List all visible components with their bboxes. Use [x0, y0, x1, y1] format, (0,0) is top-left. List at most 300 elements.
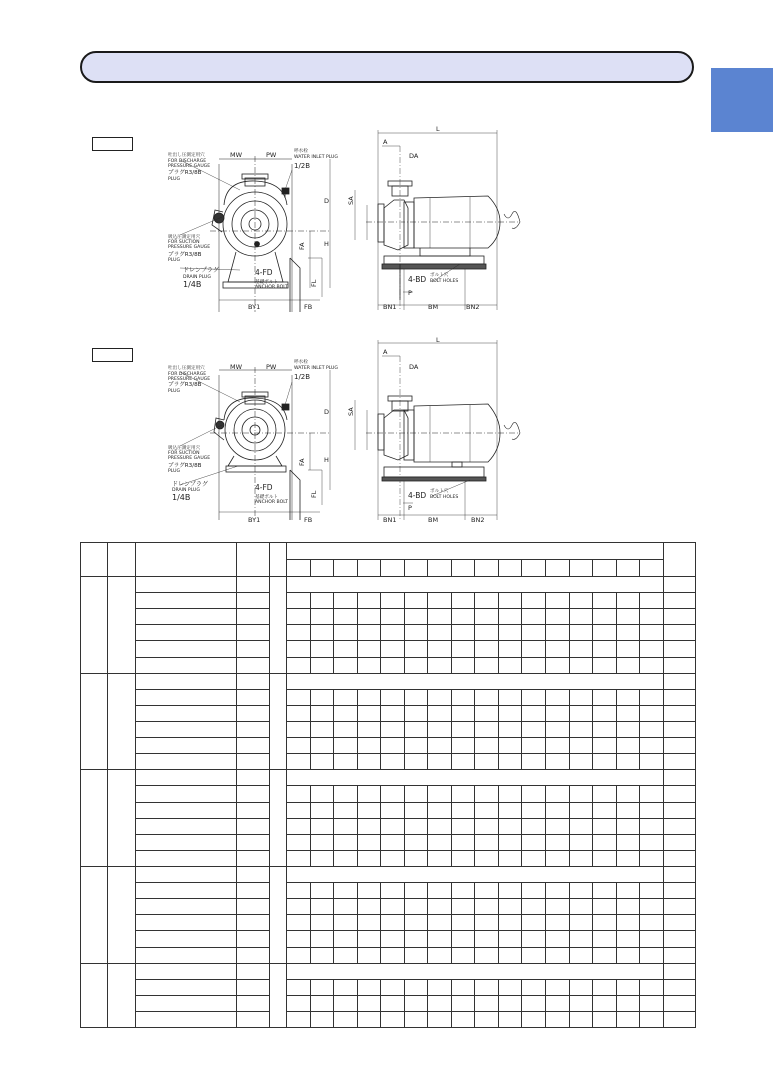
dim-cell — [287, 609, 311, 625]
f1-plug-top-jp: プラグR3/8B — [168, 170, 202, 176]
dim-cell — [498, 705, 522, 721]
table-row — [81, 770, 696, 786]
f2-dim-mw: MW — [230, 363, 243, 371]
dim-cell — [357, 1011, 381, 1027]
f1-drain-en: DRAIN PLUG — [183, 275, 211, 280]
table-row — [81, 834, 696, 850]
dim-cell — [593, 689, 617, 705]
dim-cell — [475, 593, 499, 609]
dim-cell — [428, 657, 452, 673]
dim-cell — [451, 593, 475, 609]
mass-cell — [663, 754, 695, 770]
model-cell — [136, 754, 237, 770]
dim-cell — [428, 689, 452, 705]
f1-discharge-gauge-en2: PRESSURE GAUGE — [168, 164, 211, 169]
cell-d — [237, 802, 270, 818]
f1-water-inlet-jp: 呼水栓 — [294, 149, 308, 154]
cell-d — [237, 899, 270, 915]
mass-cell — [663, 738, 695, 754]
header-col-d — [237, 543, 270, 577]
dim-cell — [498, 609, 522, 625]
dim-cell — [546, 609, 570, 625]
dim-cell — [310, 883, 334, 899]
f1-drain-size: 1/4B — [183, 280, 202, 289]
mass-cell — [663, 657, 695, 673]
table-row — [81, 625, 696, 641]
model-cell — [136, 995, 237, 1011]
dim-cell — [569, 883, 593, 899]
dim-cell — [357, 899, 381, 915]
dim-cell — [381, 979, 405, 995]
mass-cell — [663, 850, 695, 866]
f1-dim-pw: PW — [266, 151, 277, 159]
dim-cell — [616, 689, 640, 705]
f2-dim-pw: PW — [266, 363, 277, 371]
dim-cell — [287, 673, 664, 689]
dim-cell — [546, 786, 570, 802]
dim-cell — [357, 802, 381, 818]
dim-cell — [381, 818, 405, 834]
f1-dim-sa: SA — [347, 196, 355, 205]
dim-cell — [310, 593, 334, 609]
dim-cell — [428, 705, 452, 721]
dim-cell — [404, 931, 428, 947]
dim-cell — [522, 915, 546, 931]
model-cell — [136, 786, 237, 802]
dim-cell — [569, 625, 593, 641]
dim-cell — [334, 705, 358, 721]
dim-cell — [593, 641, 617, 657]
dim-cell — [334, 947, 358, 963]
dim-cell — [593, 625, 617, 641]
model-cell — [136, 689, 237, 705]
dim-cell — [546, 834, 570, 850]
dim-cell — [522, 786, 546, 802]
dim-cell — [569, 609, 593, 625]
f2-dim-h: H — [324, 456, 329, 464]
dim-cell — [334, 899, 358, 915]
model-cell — [136, 802, 237, 818]
table-row — [81, 593, 696, 609]
model-cell — [136, 834, 237, 850]
dim-cell — [404, 641, 428, 657]
dim-cell — [451, 657, 475, 673]
cell-d — [237, 689, 270, 705]
dim-cell — [546, 995, 570, 1011]
f2-dim-bn1: BN1 — [383, 516, 397, 524]
dim-cell — [451, 883, 475, 899]
dim-cell — [569, 834, 593, 850]
dim-cell — [475, 657, 499, 673]
dim-cell — [428, 915, 452, 931]
dim-cell — [616, 625, 640, 641]
group-cell-a — [81, 963, 108, 1027]
dim-cell — [546, 593, 570, 609]
dim-cell — [287, 834, 311, 850]
table-row — [81, 979, 696, 995]
dim-cell — [640, 947, 664, 963]
dim-cell — [404, 899, 428, 915]
f2-plug-bottom-jp: プラグR3/8B — [168, 463, 202, 469]
dim-cell — [522, 721, 546, 737]
dim-cell — [287, 770, 664, 786]
dim-cell — [475, 818, 499, 834]
dim-cell — [428, 931, 452, 947]
f2-dim-p: P — [408, 504, 412, 512]
cell-d — [237, 834, 270, 850]
dim-cell — [475, 995, 499, 1011]
dim-cell — [475, 754, 499, 770]
dim-cell — [640, 625, 664, 641]
dim-cell — [593, 995, 617, 1011]
dim-cell — [357, 689, 381, 705]
dim-cell — [451, 738, 475, 754]
dim-cell — [546, 899, 570, 915]
dim-cell — [569, 754, 593, 770]
dim-cell — [357, 883, 381, 899]
mass-cell — [663, 625, 695, 641]
dim-cell — [569, 786, 593, 802]
dim-cell — [569, 915, 593, 931]
mass-cell — [663, 995, 695, 1011]
header-dim-cell — [357, 560, 381, 577]
dim-cell — [287, 657, 311, 673]
dim-cell — [593, 754, 617, 770]
model-cell — [136, 979, 237, 995]
dim-cell — [546, 657, 570, 673]
dim-cell — [381, 754, 405, 770]
dim-cell — [475, 947, 499, 963]
dim-cell — [428, 625, 452, 641]
header-dim-cell — [616, 560, 640, 577]
dim-cell — [498, 931, 522, 947]
dim-cell — [404, 883, 428, 899]
dim-cell — [569, 802, 593, 818]
pump-drawings — [0, 0, 773, 540]
table-row — [81, 689, 696, 705]
mass-cell — [663, 802, 695, 818]
table-row — [81, 850, 696, 866]
dim-cell — [616, 641, 640, 657]
dim-cell — [357, 625, 381, 641]
dim-cell — [334, 883, 358, 899]
dim-cell — [334, 754, 358, 770]
dim-cell — [640, 705, 664, 721]
dim-cell — [616, 754, 640, 770]
mass-cell — [663, 721, 695, 737]
dim-cell — [310, 947, 334, 963]
dim-cell — [593, 593, 617, 609]
group-cell-e — [270, 577, 287, 674]
dim-cell — [616, 818, 640, 834]
dim-cell — [546, 625, 570, 641]
dim-cell — [334, 802, 358, 818]
model-cell — [136, 915, 237, 931]
dim-cell — [498, 738, 522, 754]
dim-cell — [451, 931, 475, 947]
header-dim-cell — [310, 560, 334, 577]
table-row — [81, 738, 696, 754]
dim-cell — [616, 609, 640, 625]
header-col-model — [136, 543, 237, 577]
model-cell — [136, 705, 237, 721]
dim-cell — [522, 689, 546, 705]
dim-cell — [522, 802, 546, 818]
dim-cell — [616, 786, 640, 802]
dim-cell — [381, 883, 405, 899]
mass-cell — [663, 899, 695, 915]
dim-cell — [334, 850, 358, 866]
dim-cell — [357, 818, 381, 834]
f2-water-inlet-en: WATER INLET PLUG — [294, 366, 338, 371]
f1-drain-jp: ドレンプラグ — [183, 267, 219, 274]
dim-cell — [428, 995, 452, 1011]
dim-cell — [451, 850, 475, 866]
cell-d — [237, 786, 270, 802]
f2-dim-fl: FL — [310, 490, 318, 498]
f1-anchor-jp: 基礎ボルト — [255, 280, 278, 285]
dim-cell — [569, 899, 593, 915]
dim-cell — [593, 850, 617, 866]
f1-anchor-code: 4-FD — [255, 268, 273, 277]
dim-cell — [287, 786, 311, 802]
dim-cell — [451, 705, 475, 721]
cell-d — [237, 577, 270, 593]
f2-bolt-holes-en: BOLT HOLES — [430, 495, 459, 500]
cell-d — [237, 593, 270, 609]
dim-cell — [287, 866, 664, 882]
f1-bolt-holes-code: 4-BD — [408, 275, 427, 284]
model-cell — [136, 625, 237, 641]
dim-cell — [334, 915, 358, 931]
dim-cell — [381, 850, 405, 866]
dim-cell — [357, 931, 381, 947]
dim-cell — [475, 979, 499, 995]
dim-cell — [475, 786, 499, 802]
dim-cell — [357, 979, 381, 995]
f1-dim-fb: FB — [304, 303, 313, 311]
mass-cell — [663, 947, 695, 963]
dim-cell — [475, 850, 499, 866]
dim-cell — [546, 883, 570, 899]
f1-suction-gauge-en2: PRESSURE GAUGE — [168, 245, 211, 250]
dim-cell — [310, 834, 334, 850]
dim-cell — [475, 625, 499, 641]
table-row — [81, 1011, 696, 1027]
header-col-a — [81, 543, 108, 577]
model-cell — [136, 899, 237, 915]
cell-d — [237, 770, 270, 786]
cell-d — [237, 705, 270, 721]
f1-discharge-gauge-en1: FOR DISCHARGE — [168, 159, 207, 164]
dim-cell — [310, 786, 334, 802]
header-col-e — [270, 543, 287, 577]
cell-d — [237, 609, 270, 625]
table-row — [81, 721, 696, 737]
dim-cell — [451, 1011, 475, 1027]
dim-cell — [428, 979, 452, 995]
dim-cell — [569, 979, 593, 995]
dim-cell — [475, 609, 499, 625]
cell-d — [237, 673, 270, 689]
dim-cell — [428, 947, 452, 963]
table-row — [81, 641, 696, 657]
dim-cell — [310, 641, 334, 657]
f1-suction-gauge-en1: FOR SUCTION — [168, 240, 200, 245]
dim-cell — [310, 1011, 334, 1027]
dim-cell — [475, 738, 499, 754]
table-row — [81, 673, 696, 689]
dim-cell — [498, 657, 522, 673]
dim-cell — [546, 738, 570, 754]
dim-cell — [287, 818, 311, 834]
dim-cell — [428, 786, 452, 802]
dim-cell — [357, 995, 381, 1011]
header-dim-cell — [593, 560, 617, 577]
dim-cell — [428, 641, 452, 657]
f2-suction-gauge-jp: 吸込圧測定用穴 — [168, 446, 201, 451]
dim-cell — [428, 721, 452, 737]
model-cell — [136, 931, 237, 947]
dim-cell — [404, 657, 428, 673]
dim-cell — [310, 657, 334, 673]
dim-cell — [428, 802, 452, 818]
header-dimensions — [287, 543, 664, 560]
f1-plug-bottom-jp: プラグR3/8B — [168, 252, 202, 258]
model-cell — [136, 883, 237, 899]
mass-cell — [663, 963, 695, 979]
mass-cell — [663, 818, 695, 834]
dim-cell — [287, 931, 311, 947]
mass-cell — [663, 979, 695, 995]
dim-cell — [451, 899, 475, 915]
dim-cell — [593, 979, 617, 995]
dim-cell — [522, 899, 546, 915]
dim-cell — [522, 947, 546, 963]
group-cell-a — [81, 770, 108, 867]
f2-dim-bm: BM — [428, 516, 439, 524]
dim-cell — [381, 738, 405, 754]
dim-cell — [287, 705, 311, 721]
f2-drain-jp: ドレンプラグ — [172, 481, 208, 488]
dim-cell — [334, 995, 358, 1011]
dim-cell — [640, 738, 664, 754]
mass-cell — [663, 915, 695, 931]
dim-cell — [287, 1011, 311, 1027]
dim-cell — [569, 818, 593, 834]
dim-cell — [616, 802, 640, 818]
mass-cell — [663, 641, 695, 657]
dim-cell — [593, 705, 617, 721]
cell-d — [237, 979, 270, 995]
dim-cell — [404, 947, 428, 963]
table-row — [81, 802, 696, 818]
dim-cell — [498, 883, 522, 899]
dim-cell — [404, 738, 428, 754]
f2-dim-bn2: BN2 — [471, 516, 485, 524]
dim-cell — [310, 979, 334, 995]
dim-cell — [451, 979, 475, 995]
group-cell-b — [108, 770, 136, 867]
dim-cell — [451, 754, 475, 770]
dim-cell — [546, 641, 570, 657]
dim-cell — [616, 979, 640, 995]
dim-cell — [428, 1011, 452, 1027]
dim-cell — [287, 995, 311, 1011]
dim-cell — [357, 641, 381, 657]
dim-cell — [546, 689, 570, 705]
dim-cell — [640, 802, 664, 818]
dim-cell — [381, 705, 405, 721]
cell-d — [237, 1011, 270, 1027]
dim-cell — [569, 931, 593, 947]
mass-cell — [663, 593, 695, 609]
f2-dim-d: D — [324, 408, 330, 416]
dim-cell — [310, 818, 334, 834]
dim-cell — [357, 850, 381, 866]
dim-cell — [334, 931, 358, 947]
dim-cell — [334, 625, 358, 641]
f2-anchor-code: 4-FD — [255, 483, 273, 492]
dim-cell — [404, 625, 428, 641]
dim-cell — [475, 915, 499, 931]
mass-cell — [663, 883, 695, 899]
dim-cell — [569, 1011, 593, 1027]
dim-cell — [546, 947, 570, 963]
dim-cell — [357, 915, 381, 931]
dim-cell — [310, 899, 334, 915]
dim-cell — [287, 915, 311, 931]
dim-cell — [569, 995, 593, 1011]
dim-cell — [616, 947, 640, 963]
dim-cell — [498, 721, 522, 737]
group-cell-a — [81, 673, 108, 770]
dim-cell — [569, 705, 593, 721]
dim-cell — [475, 721, 499, 737]
group-cell-e — [270, 770, 287, 867]
dim-cell — [640, 883, 664, 899]
dim-cell — [334, 834, 358, 850]
dim-cell — [310, 850, 334, 866]
f2-discharge-gauge-jp: 吐出し圧測定用穴 — [168, 366, 205, 371]
dim-cell — [498, 818, 522, 834]
f1-dim-by1: BY1 — [248, 303, 261, 311]
cell-d — [237, 995, 270, 1011]
dim-cell — [310, 705, 334, 721]
cell-d — [237, 738, 270, 754]
dim-cell — [334, 641, 358, 657]
dim-cell — [616, 915, 640, 931]
dim-cell — [310, 915, 334, 931]
mass-cell — [663, 770, 695, 786]
dim-cell — [404, 721, 428, 737]
dim-cell — [593, 802, 617, 818]
dim-cell — [357, 754, 381, 770]
dim-cell — [522, 995, 546, 1011]
dim-cell — [498, 915, 522, 931]
dim-cell — [498, 899, 522, 915]
f1-dim-bm: BM — [428, 303, 439, 311]
dim-cell — [310, 995, 334, 1011]
dim-cell — [522, 979, 546, 995]
f2-dim-l: L — [436, 336, 440, 344]
mass-cell — [663, 673, 695, 689]
dim-cell — [616, 657, 640, 673]
f2-dim-fb: FB — [304, 516, 313, 524]
mass-cell — [663, 931, 695, 947]
dim-cell — [616, 850, 640, 866]
f1-plug-top-en: PLUG — [168, 177, 181, 182]
